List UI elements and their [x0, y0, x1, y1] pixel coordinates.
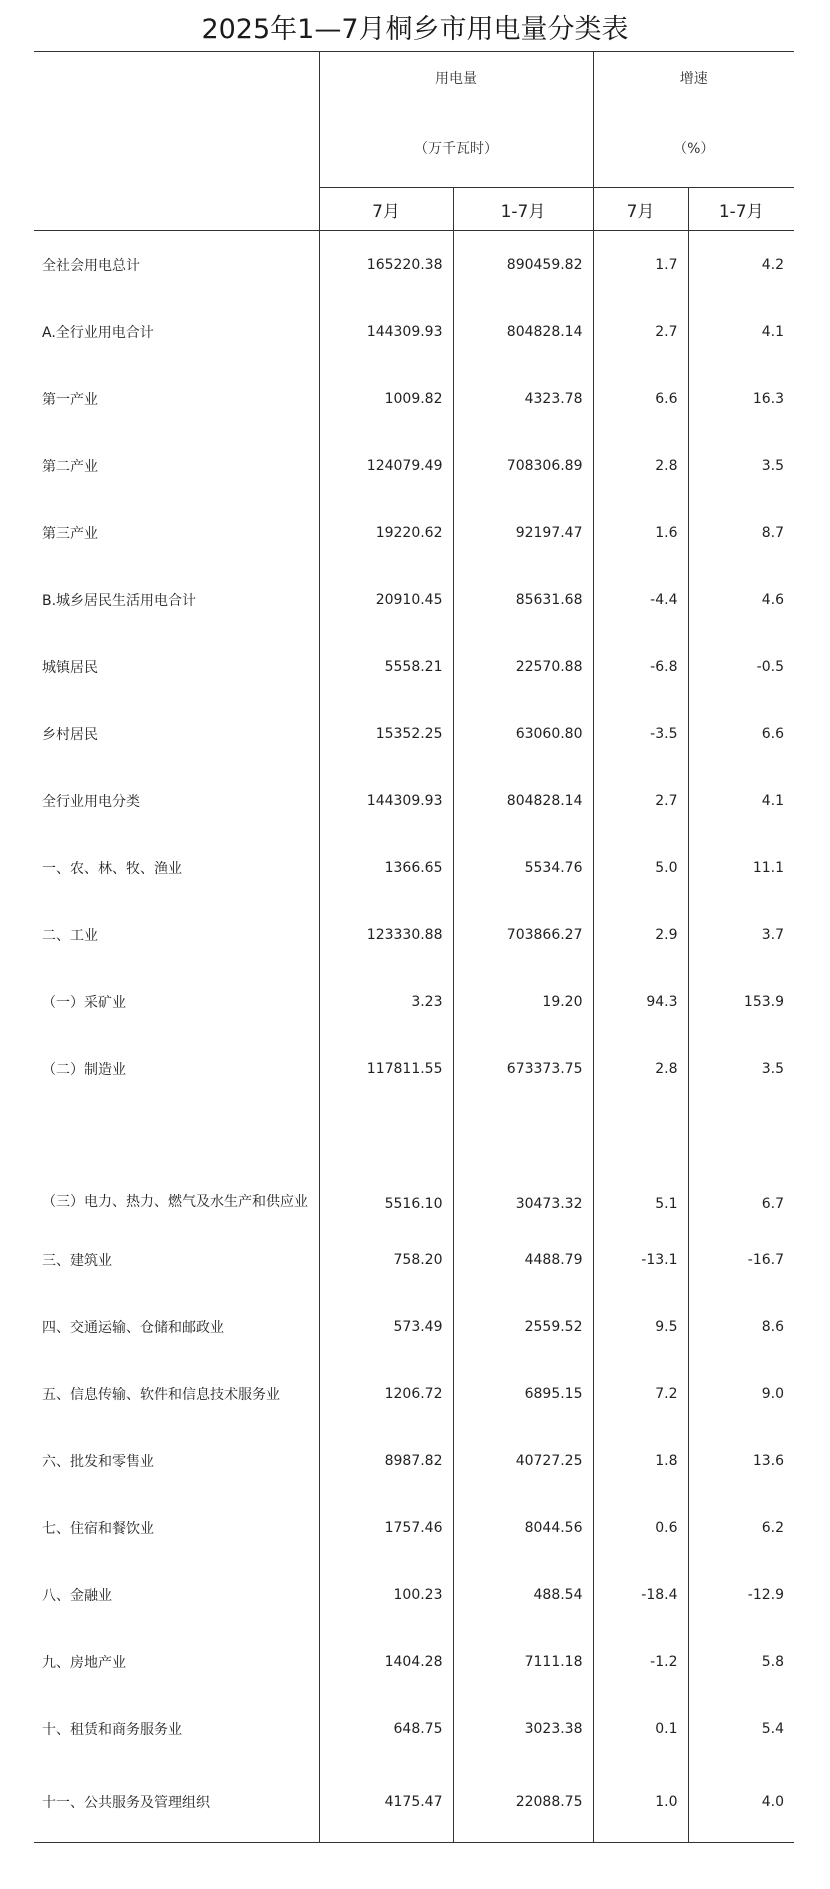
row-jul-cell: 4175.47	[319, 1762, 453, 1843]
row-jul-cell: 117811.55	[319, 1035, 453, 1102]
table-row	[34, 432, 794, 499]
row-ytd-cell: 3023.38	[453, 1695, 593, 1762]
row-growth-jul-cell: 7.2	[593, 1360, 688, 1427]
row-growth-jul-cell: -13.1	[593, 1226, 688, 1293]
row-jul-cell: 1404.28	[319, 1628, 453, 1695]
row-growth-jul-cell: -1.2	[593, 1628, 688, 1695]
row-jul-cell: 15352.25	[319, 700, 453, 767]
row-jul-cell: 124079.49	[319, 432, 453, 499]
row-growth-jul-cell: 1.7	[593, 231, 688, 299]
row-growth-ytd-cell: 6.2	[688, 1494, 794, 1561]
row-jul-cell: 5558.21	[319, 633, 453, 700]
row-name-cell: 五、信息传输、软件和信息技术服务业	[42, 1386, 280, 1403]
row-growth-jul-cell: 94.3	[593, 968, 688, 1035]
row-name-cell: 二、工业	[42, 927, 98, 944]
row-growth-jul-cell: -6.8	[593, 633, 688, 700]
row-name-cell: （二）制造业	[42, 1061, 126, 1078]
row-growth-ytd-cell: 6.6	[688, 700, 794, 767]
header-group-row	[34, 52, 794, 188]
row-jul-cell: 1366.65	[319, 834, 453, 901]
row-ytd-cell: 92197.47	[453, 499, 593, 566]
row-name-cell: 九、房地产业	[42, 1654, 126, 1671]
header-consumption-unit: （万千瓦时）	[414, 141, 498, 157]
row-ytd-cell: 63060.80	[453, 700, 593, 767]
row-ytd-cell: 804828.14	[453, 298, 593, 365]
row-ytd-cell: 5534.76	[453, 834, 593, 901]
table-row	[34, 1762, 794, 1843]
row-name-cell: 六、批发和零售业	[42, 1453, 154, 1470]
row-growth-jul-cell: 6.6	[593, 365, 688, 432]
row-jul-cell: 19220.62	[319, 499, 453, 566]
row-jul-cell: 165220.38	[319, 231, 453, 299]
row-ytd-cell: 4323.78	[453, 365, 593, 432]
header-col-growth-jul: 7月	[593, 188, 688, 231]
row-ytd-cell: 85631.68	[453, 566, 593, 633]
table-row	[34, 1293, 794, 1360]
row-jul-cell: 5516.10	[319, 1102, 453, 1226]
row-name-cell: （一）采矿业	[42, 994, 126, 1011]
row-name-cell: 第一产业	[42, 391, 98, 408]
row-growth-jul-cell: -18.4	[593, 1561, 688, 1628]
table-row	[34, 365, 794, 432]
row-growth-ytd-cell: 8.7	[688, 499, 794, 566]
row-ytd-cell: 2559.52	[453, 1293, 593, 1360]
row-ytd-cell: 673373.75	[453, 1035, 593, 1102]
row-ytd-cell: 40727.25	[453, 1427, 593, 1494]
row-jul-cell: 8987.82	[319, 1427, 453, 1494]
row-growth-jul-cell: 5.0	[593, 834, 688, 901]
row-growth-ytd-cell: 9.0	[688, 1360, 794, 1427]
row-growth-ytd-cell: -0.5	[688, 633, 794, 700]
row-growth-ytd-cell: 4.2	[688, 231, 794, 299]
row-growth-ytd-cell: 3.7	[688, 901, 794, 968]
row-name-cell: 三、建筑业	[42, 1252, 112, 1269]
row-name-cell: 第三产业	[42, 525, 98, 542]
row-name-cell: 城镇居民	[42, 659, 98, 676]
table-row	[34, 1035, 794, 1102]
header-consumption-label: 用电量	[435, 71, 477, 87]
row-growth-ytd-cell: 3.5	[688, 1035, 794, 1102]
row-growth-ytd-cell: 5.8	[688, 1628, 794, 1695]
row-growth-jul-cell: 5.1	[593, 1102, 688, 1226]
table-row	[34, 1427, 794, 1494]
row-growth-jul-cell: 2.7	[593, 767, 688, 834]
row-ytd-cell: 703866.27	[453, 901, 593, 968]
row-name-cell: 乡村居民	[42, 726, 98, 743]
row-growth-ytd-cell: 153.9	[688, 968, 794, 1035]
row-name-cell: 一、农、林、牧、渔业	[42, 860, 182, 877]
table-row	[34, 834, 794, 901]
row-ytd-cell: 22570.88	[453, 633, 593, 700]
header-consumption	[319, 52, 593, 188]
table-row	[34, 767, 794, 834]
row-growth-ytd-cell: 6.7	[688, 1102, 794, 1226]
row-name-cell: 四、交通运输、仓储和邮政业	[42, 1319, 224, 1336]
row-growth-jul-cell: 2.8	[593, 1035, 688, 1102]
row-ytd-cell: 804828.14	[453, 767, 593, 834]
header-subcolumn-row	[34, 188, 794, 231]
row-ytd-cell: 890459.82	[453, 231, 593, 299]
row-growth-jul-cell: 2.9	[593, 901, 688, 968]
row-jul-cell: 1009.82	[319, 365, 453, 432]
table-row	[34, 1226, 794, 1293]
row-name-cell: 十、租赁和商务服务业	[42, 1721, 182, 1738]
row-name-cell: 全社会用电总计	[42, 257, 140, 274]
row-jul-cell: 20910.45	[319, 566, 453, 633]
row-growth-jul-cell: 1.8	[593, 1427, 688, 1494]
row-jul-cell: 144309.93	[319, 298, 453, 365]
table-row	[34, 1102, 794, 1226]
row-growth-ytd-cell: 11.1	[688, 834, 794, 901]
table-row	[34, 499, 794, 566]
row-name-cell: 七、住宿和餐饮业	[42, 1520, 154, 1537]
row-name-cell: 全行业用电分类	[42, 793, 140, 810]
table-row	[34, 231, 794, 299]
row-growth-jul-cell: 2.8	[593, 432, 688, 499]
row-jul-cell: 1757.46	[319, 1494, 453, 1561]
row-growth-jul-cell: 1.0	[593, 1762, 688, 1843]
row-name-cell: 十一、公共服务及管理组织	[42, 1795, 210, 1811]
header-blank-cell	[34, 188, 319, 231]
header-growth-label: 增速	[679, 71, 708, 87]
row-growth-ytd-cell: -12.9	[688, 1561, 794, 1628]
row-growth-jul-cell: 9.5	[593, 1293, 688, 1360]
header-col-jul: 7月	[319, 188, 453, 231]
header-growth-unit: （%）	[673, 141, 715, 157]
table-body	[34, 231, 794, 1843]
row-growth-jul-cell: 2.7	[593, 298, 688, 365]
row-growth-ytd-cell: 4.1	[688, 767, 794, 834]
header-growth	[593, 52, 794, 188]
row-growth-ytd-cell: -16.7	[688, 1226, 794, 1293]
row-growth-ytd-cell: 5.4	[688, 1695, 794, 1762]
row-jul-cell: 100.23	[319, 1561, 453, 1628]
row-ytd-cell: 7111.18	[453, 1628, 593, 1695]
table-row	[34, 700, 794, 767]
row-name-cell: 第二产业	[42, 458, 98, 475]
row-jul-cell: 758.20	[319, 1226, 453, 1293]
row-growth-ytd-cell: 4.6	[688, 566, 794, 633]
row-growth-ytd-cell: 16.3	[688, 365, 794, 432]
row-ytd-cell: 488.54	[453, 1561, 593, 1628]
table-row	[34, 1628, 794, 1695]
row-growth-ytd-cell: 4.0	[688, 1762, 794, 1843]
row-jul-cell: 1206.72	[319, 1360, 453, 1427]
table-header	[34, 52, 794, 231]
header-blank-cell	[34, 52, 319, 188]
table-row	[34, 566, 794, 633]
row-ytd-cell: 4488.79	[453, 1226, 593, 1293]
table-row	[34, 1360, 794, 1427]
table-row	[34, 298, 794, 365]
row-ytd-cell: 19.20	[453, 968, 593, 1035]
table-row	[34, 901, 794, 968]
row-jul-cell: 573.49	[319, 1293, 453, 1360]
table-row	[34, 1494, 794, 1561]
row-jul-cell: 648.75	[319, 1695, 453, 1762]
page-title: 2025年1—7月桐乡市用电量分类表	[201, 14, 629, 45]
row-ytd-cell: 8044.56	[453, 1494, 593, 1561]
row-jul-cell: 123330.88	[319, 901, 453, 968]
row-growth-jul-cell: 0.1	[593, 1695, 688, 1762]
row-ytd-cell: 30473.32	[453, 1102, 593, 1226]
row-growth-jul-cell: -4.4	[593, 566, 688, 633]
header-col-growth-ytd: 1-7月	[688, 188, 794, 231]
row-name-cell: 八、金融业	[42, 1587, 112, 1604]
table-row	[34, 1695, 794, 1762]
row-ytd-cell: 6895.15	[453, 1360, 593, 1427]
electricity-table	[34, 51, 794, 1843]
table-row	[34, 633, 794, 700]
row-growth-ytd-cell: 4.1	[688, 298, 794, 365]
table-row	[34, 968, 794, 1035]
row-name-cell: A.全行业用电合计	[42, 324, 154, 341]
row-growth-jul-cell: -3.5	[593, 700, 688, 767]
row-ytd-cell: 22088.75	[453, 1762, 593, 1843]
row-growth-jul-cell: 0.6	[593, 1494, 688, 1561]
row-ytd-cell: 708306.89	[453, 432, 593, 499]
row-growth-ytd-cell: 13.6	[688, 1427, 794, 1494]
row-jul-cell: 144309.93	[319, 767, 453, 834]
header-col-ytd: 1-7月	[453, 188, 593, 231]
row-name-cell: B.城乡居民生活用电合计	[42, 592, 197, 609]
row-growth-ytd-cell: 3.5	[688, 432, 794, 499]
row-growth-jul-cell: 1.6	[593, 499, 688, 566]
row-jul-cell: 3.23	[319, 968, 453, 1035]
row-growth-ytd-cell: 8.6	[688, 1293, 794, 1360]
table-row	[34, 1561, 794, 1628]
row-name-cell: （三）电力、热力、燃气及水生产和供应业	[42, 1194, 308, 1210]
